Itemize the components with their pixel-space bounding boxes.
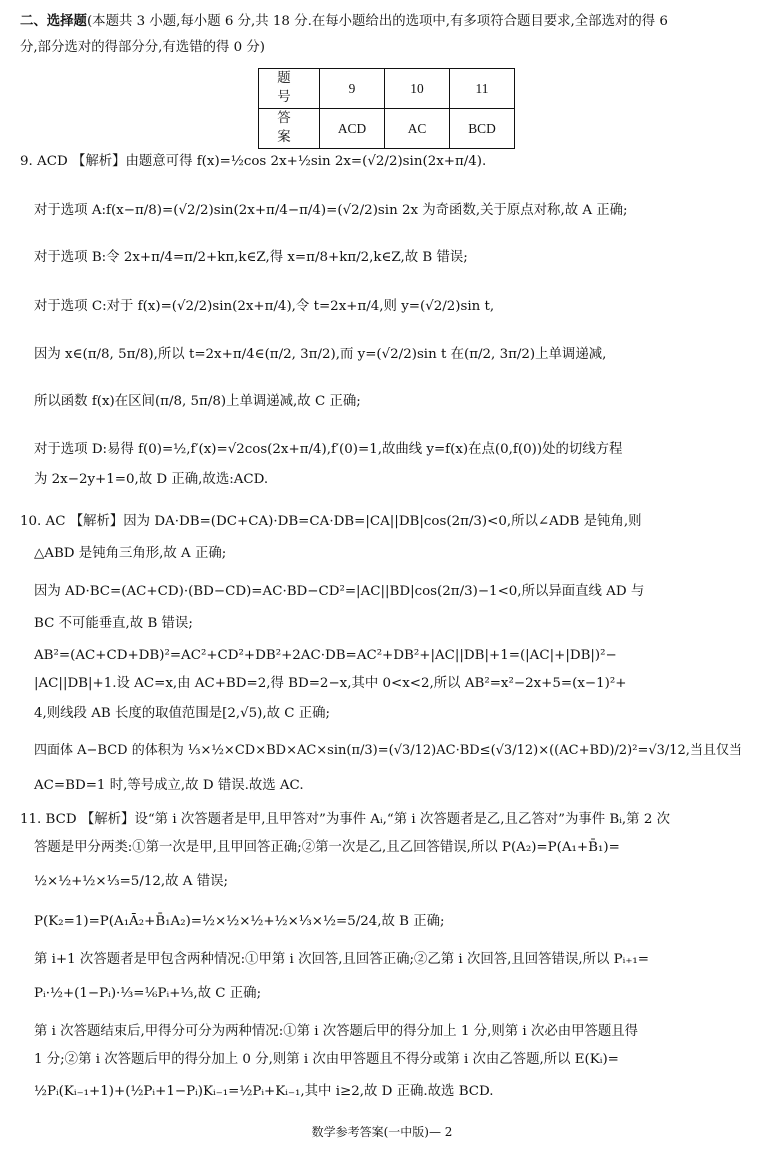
q10-line-7: 4,则线段 AB 长度的取值范围是[2,√5),故 C 正确; [34,706,331,721]
table-number: 11 [450,69,515,109]
q11-line-2: 答题是甲分两类:①第一次是甲,且甲回答正确;②第一次是乙,且乙回答错误,所以 P(A₂)=P(A₁+B̄₁)= [34,840,620,855]
section-header-line-1 [20,12,744,31]
q9-line-1: 9. ACD 【解析】由题意可得 f(x)=½cos 2x+½sin 2x=(√2/2)sin(2x+π/4). [20,154,487,169]
q9-line-8: 为 2x−2y+1=0,故 D 正确,故选:ACD. [34,472,269,487]
q11-line-5: 第 i+1 次答题者是甲包含两种情况:①甲第 i 次回答,且回答正确;②乙第 i 次回答,且回答错误,所以 Pᵢ₊₁= [34,952,649,967]
q9-line-2: 对于选项 A:f(x−π/8)=(√2/2)sin(2x+π/4−π/4)=(√2/2)sin 2x 为奇函数,关于原点对称,故 A 正确; [34,203,628,218]
q10-line-5: AB²=(AC+CD+DB)²=AC²+CD²+DB²+2AC·DB=AC²+DB²+|AC||DB|+1=(|AC|+|DB|)²− [34,648,617,663]
table-row2-label: 答 案 [259,108,320,148]
q10-line-6: |AC||DB|+1.设 AC=x,由 AC+BD=2,得 BD=2−x,其中 0<x<2,所以 AB²=x²−2x+5=(x−1)²+ [34,676,627,691]
table-number: 10 [385,69,450,109]
table-number: 9 [320,69,385,109]
q10-line-3: 因为 AD·BC=(AC+CD)·(BD−CD)=AC·BD−CD²=|AC||BD|cos(2π/3)−1<0,所以异面直线 AD 与 [34,584,645,599]
q11-line-1: 11. BCD 【解析】设“第 i 次答题者是甲,且甲答对”为事件 Aᵢ,“第 i 次答题者是乙,且乙答对”为事件 Bᵢ,第 2 次 [20,812,670,827]
table-answer: AC [385,108,450,148]
q9-line-7: 对于选项 D:易得 f(0)=½,f′(x)=√2cos(2x+π/4),f′(0)=1,故曲线 y=f(x)在点(0,f(0))处的切线方程 [34,442,623,457]
section-intro-2: 分,部分选对的得部分分,有选错的得 0 分) [20,40,266,55]
answer-table [258,68,515,149]
table-row1-label: 题 号 [259,69,320,109]
q10-line-9: AC=BD=1 时,等号成立,故 D 错误.故选 AC. [34,778,304,793]
q11-line-9: ½Pᵢ(Kᵢ₋₁+1)+(½Pᵢ+1−Pᵢ)Kᵢ₋₁=½Pᵢ+Kᵢ₋₁,其中 i≥2,故 D 正确.故选 BCD. [34,1084,494,1099]
q10-line-8: 四面体 A−BCD 的体积为 ⅓×½×CD×BD×AC×sin(π/3)=(√3/12)AC·BD≤(√3/12)×((AC+BD)/2)²=√3/12,当且仅当 [34,743,742,758]
section-intro-1: (本题共 3 小题,每小题 6 分,共 18 分.在每小题给出的选项中,有多项符合题目要求,全部选对的得 6 [86,14,668,29]
q9-line-5: 因为 x∈(π/8, 5π/8),所以 t=2x+π/4∈(π/2, 3π/2),而 y=(√2/2)sin t 在(π/2, 3π/2)上单调递减, [34,347,607,362]
q9-line-3: 对于选项 B:令 2x+π/4=π/2+kπ,k∈Z,得 x=π/8+kπ/2,k∈Z,故 B 错误; [34,250,468,265]
q11-line-6: Pᵢ·½+(1−Pᵢ)·⅓=⅙Pᵢ+⅓,故 C 正确; [34,986,262,1001]
q11-line-4: P(K₂=1)=P(A₁Ā₂+B̄₁A₂)=½×½×½+½×⅓×½=5/24,故 B 正确; [34,914,445,929]
q10-line-1: 10. AC 【解析】因为 DA·DB=(DC+CA)·DB=CA·DB=|CA||DB|cos(2π/3)<0,所以∠ADB 是钝角,则 [20,514,642,529]
table-answer: BCD [450,108,515,148]
table-answer: ACD [320,108,385,148]
q11-line-7: 第 i 次答题结束后,甲得分可分为两种情况:①第 i 次答题后甲的得分加上 1 分,则第 i 次必由甲答题且得 [34,1024,639,1039]
q11-line-8: 1 分;②第 i 次答题后甲的得分加上 0 分,则第 i 次由甲答题且不得分或第 i 次由乙答题,所以 E(Kᵢ)= [34,1052,619,1067]
page-footer: 数学参考答案(一中版)— 2 [311,1125,453,1139]
q9-line-6: 所以函数 f(x)在区间(π/8, 5π/8)上单调递减,故 C 正确; [34,394,361,409]
q11-line-3: ½×½+½×⅓=5/12,故 A 错误; [34,874,228,889]
q10-line-2: △ABD 是钝角三角形,故 A 正确; [34,546,227,561]
q9-line-4: 对于选项 C:对于 f(x)=(√2/2)sin(2x+π/4),令 t=2x+π/4,则 y=(√2/2)sin t, [34,299,495,314]
section-title: 二、选择题 [20,13,87,29]
q10-line-4: BC 不可能垂直,故 B 错误; [34,616,193,631]
